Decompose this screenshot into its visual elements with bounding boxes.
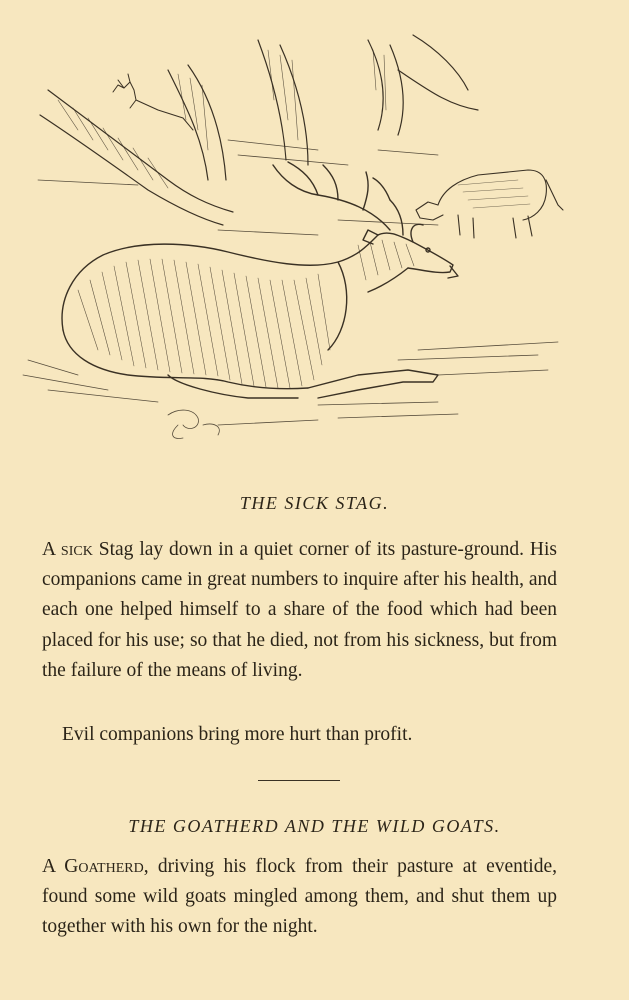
fable-title-goatherd: THE GOATHERD AND THE WILD GOATS. (128, 816, 501, 836)
stag-head (363, 224, 458, 292)
tree-trunks (40, 35, 478, 225)
fable-opening-words: A sick (42, 539, 93, 560)
fable-body-text: , driving his flock from their pasture at eventide, found some wild goats mingled among them, and shut them up together with his own for the night. (42, 856, 557, 938)
fable-body-goatherd (42, 852, 557, 943)
ground-lines (23, 140, 558, 438)
stag-body (62, 235, 438, 398)
fable-moral-sick-stag: Evil companions bring more hurt than profit. (62, 724, 413, 745)
background-deer (113, 74, 193, 130)
background-goat (416, 170, 563, 238)
section-divider (258, 780, 340, 781)
fable-opening-words: A Goatherd (42, 856, 144, 877)
fable-title-sick-stag: THE SICK STAG. (239, 493, 390, 513)
fable-body-text: Stag lay down in a quiet corner of its pasture-ground. His companions came in great numbers to inquire after his health, and each one helped himself to a share of the food which had been placed for his use; so that he died, not from his sickness, but from the failure of the means of living. (42, 539, 557, 681)
stag-shading (78, 240, 414, 388)
stag-antlers (273, 162, 403, 235)
tree-hatching (58, 50, 386, 188)
sick-stag-engraving (18, 30, 578, 450)
fable-body-sick-stag (42, 535, 557, 686)
